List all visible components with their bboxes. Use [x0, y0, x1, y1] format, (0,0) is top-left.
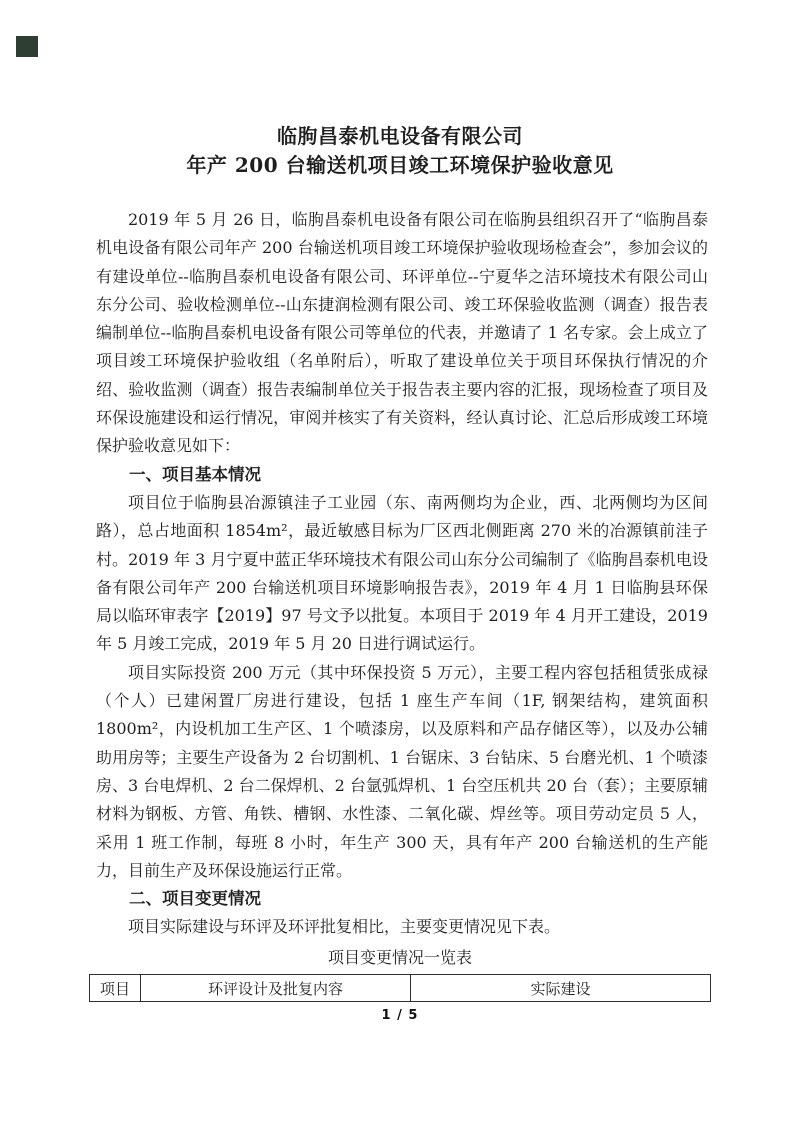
change-table [89, 974, 711, 1002]
table-header-item: 项目 [90, 975, 141, 1002]
table-header-actual-construction: 实际建设 [411, 975, 711, 1002]
document-body [96, 206, 708, 942]
table-header-row [90, 975, 711, 1002]
paragraph-meeting-intro: 2019 年 5 月 26 日，临朐昌泰机电设备有限公司在临朐县组织召开了“临朐昌泰机电设备有限公司年产 200 台输送机项目竣工环境保护验收现场检查会”，参加会议的有建设单位--临朐昌泰机电设备有限公司、环评单位--宁夏华之洁环境技术有限公司山东分公司、验收检测单位--山东捷润检测有限公司、竣工环保验收监测（调查）报告表编制单位--临朐昌泰机电设备有限公司等单位的代表，并邀请了 1 名专家。会上成立了项目竣工环境保护验收组（名单附后），听取了建设单位关于项目环保执行情况的介绍、验收监测（调查）报告表编制单位关于报告表主要内容的汇报，现场检查了项目及环保设施建设和运行情况，审阅并核实了有关资料，经认真讨论、汇总后形成竣工环境保护验收意见如下： [96, 210, 708, 456]
section-heading-changes: 二、项目变更情况 [129, 889, 261, 909]
section-heading-basic-info: 一、项目基本情况 [129, 464, 261, 484]
title-line-1: 临朐昌泰机电设备有限公司 [277, 124, 523, 148]
paragraph-project-location: 项目位于临朐县冶源镇洼子工业园（东、南两侧均为企业，西、北两侧均为区间路），总占地面积 1854m²，最近敏感目标为厂区西北侧距离 270 米的冶源镇前洼子村。2019 年 3 月宁夏中蓝正华环境技术有限公司山东分公司编制了《临朐昌泰机电设备有限公司年产 200 台输送机项目环境影响报告表》，2019 年 4 月 1 日临朐县环保局以临环审表字【2019】97 号文予以批复。本项目于 2019 年 4 月开工建设，2019 年 5 月竣工完成，2019 年 5 月 20 日进行调试运行。 [96, 492, 708, 654]
document-title [0, 122, 800, 180]
title-line-2: 年产 200 台输送机项目竣工环境保护验收意见 [186, 153, 614, 177]
paragraph-project-investment: 项目实际投资 200 万元（其中环保投资 5 万元），主要工程内容包括租赁张成禄（个人）已建闲置厂房进行建设，包括 1 座生产车间（1F, 钢架结构，建筑面积 1800m²，内设机加工生产区、1 个喷漆房，以及原料和产品存储区等），以及办公辅助用房等；主要生产设备为 2 台切割机、1 台锯床、3 台钻床、5 台磨光机、1 个喷漆房、3 台电焊机、2 台二保焊机、2 台氩弧焊机、1 台空压机共 20 台（套）；主要原辅材料为钢板、方管、角铁、槽钢、水性漆、二氧化碳、焊丝等。项目劳动定员 5 人，采用 1 班工作制，每班 8 小时，年生产 300 天，具有年产 200 台输送机的生产能力，目前生产及环保设施运行正常。 [96, 662, 708, 880]
page-number: 1 / 5 [381, 1008, 419, 1023]
corner-mark [16, 36, 38, 57]
table-title: 项目变更情况一览表 [327, 948, 472, 967]
table-header-eia-content: 环评设计及批复内容 [141, 975, 411, 1002]
paragraph-changes-intro: 项目实际建设与环评及环评批复相比，主要变更情况见下表。 [128, 917, 561, 937]
